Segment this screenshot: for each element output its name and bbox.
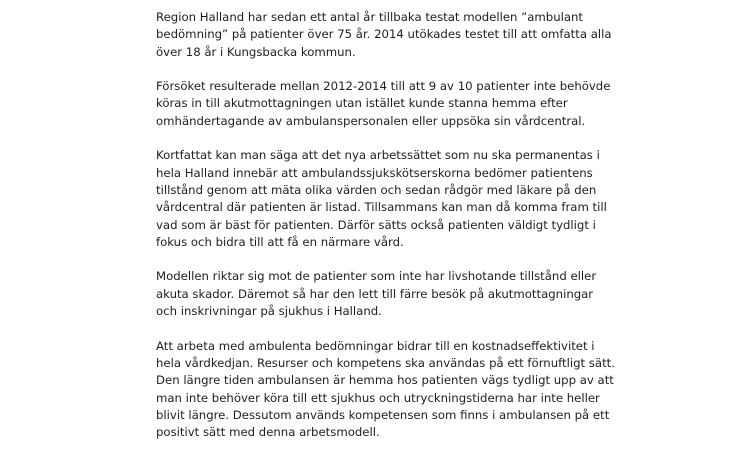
paragraph-1: [156, 9, 612, 61]
text-line: blivit längre. Dessutom används kompetensen som finns i ambulansen på ett: [156, 407, 610, 422]
text-line: Modellen riktar sig mot de patienter som inte har livshotande tillstånd eller: [156, 269, 597, 284]
text-line: Kortfattat kan man säga att det nya arbetssättet som nu ska permanentas i: [156, 148, 600, 163]
text-line: Den längre tiden ambulansen är hemma hos patienten vägs tydligt upp av att: [156, 373, 614, 388]
paragraph-4: [156, 268, 596, 320]
text-line: Region Halland har sedan ett antal år tillbaka testat modellen ”ambulant: [156, 10, 584, 24]
text-line: akuta skador. Däremot så har den lett till färre besök på akutmottagningar: [156, 286, 594, 301]
paragraph-5: [156, 338, 615, 442]
text-line: positivt sätt med denna arbetsmodell.: [156, 425, 380, 440]
text-line: köras in till akutmottagningen utan istället kunde stanna hemma efter: [156, 96, 568, 111]
text-line: och inskrivningar på sjukhus i Halland.: [156, 304, 382, 319]
text-line: hela vårdkedjan. Resurser och kompetens ska användas på ett förnuftligt sätt.: [156, 355, 615, 370]
text-line: fokus och bidra till att få en närmare vård.: [156, 234, 404, 249]
text-line: tillstånd genom att mäta olika värden och sedan rådgör med läkare på den: [156, 182, 597, 197]
text-line: över 18 år i Kungsbacka kommun.: [156, 44, 356, 59]
text-line: omhändertagande av ambulanspersonalen eller uppsöka sin vårdcentral.: [156, 113, 586, 128]
paragraph-3: [156, 147, 607, 251]
text-line: Försöket resulterade mellan 2012-2014 till att 9 av 10 patienter inte behövde: [156, 79, 611, 94]
text-line: Att arbeta med ambulenta bedömningar bidrar till en kostnadseffektivitet i: [156, 338, 595, 353]
text-line: bedömning” på patienter över 75 år. 2014 utökades testet till att omfatta alla: [156, 27, 612, 42]
text-line: vad som är bäst för patienten. Därför sätts också patienten väldigt tydligt i: [156, 217, 596, 232]
text-line: vårdcentral där patienten är listad. Tillsammans kan man då komma fram till: [156, 200, 607, 215]
text-line: man inte behöver köra till ett sjukhus och utryckningstiderna har inte heller: [156, 390, 600, 405]
paragraph-2: [156, 78, 611, 130]
document-body: [156, 9, 615, 459]
text-line: hela Halland innebär att ambulandssjukskötserskorna bedömer patientens: [156, 165, 593, 180]
